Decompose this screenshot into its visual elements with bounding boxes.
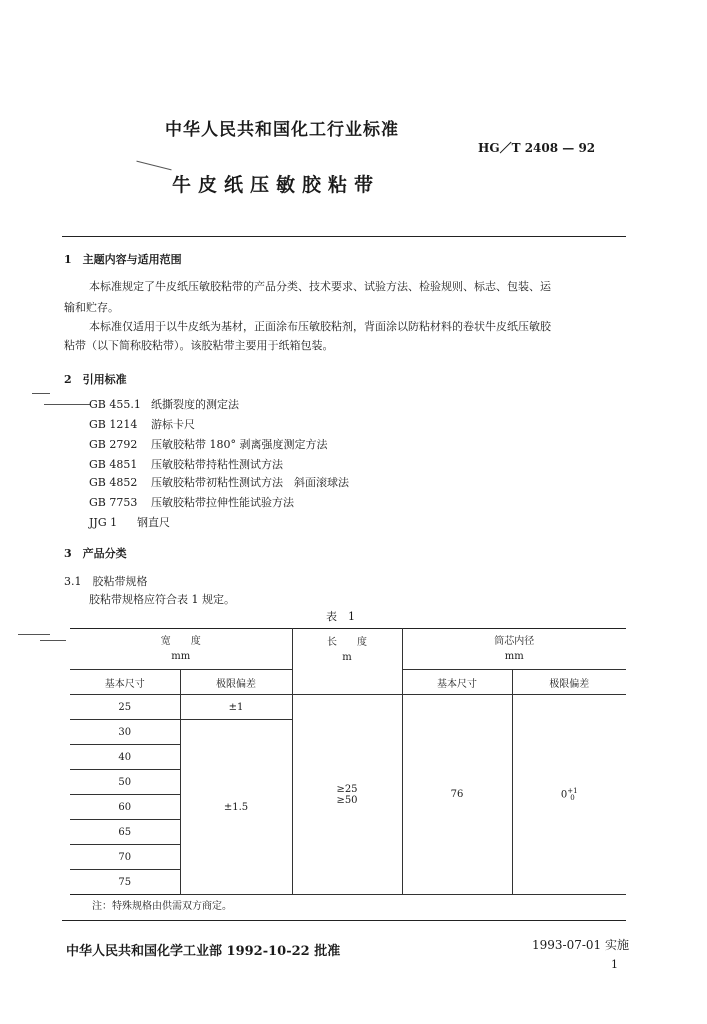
section-1-paragraph-2-line-1: 本标准仅适用于以牛皮纸为基材，正面涂布压敏胶粘剂，背面涂以防粘材料的卷状牛皮纸压敏胶 [89, 320, 551, 333]
length-header-label: 长 度 [327, 637, 367, 648]
approval-statement: 中华人民共和国化学工业部 1992-10-22 批准 [66, 944, 341, 959]
section-1-paragraph-1-line-2: 输和贮存。 [64, 301, 119, 314]
reference-title: 游标卡尺 [151, 418, 195, 431]
length-header-unit: m [342, 652, 352, 663]
section-3-heading: 3 产品分类 [64, 547, 127, 560]
reference-title: 压敏胶粘带持粘性测试方法 [151, 458, 283, 471]
reference-title: 压敏胶粘带 180° 剥离强度测定方法 [151, 438, 328, 451]
core-basic-cell: 76 [402, 695, 512, 895]
reference-code: GB 4852 [89, 476, 138, 489]
column-header-width [70, 629, 292, 670]
column-header-length [292, 629, 402, 695]
width-value-cell: 60 [70, 795, 180, 820]
scan-mark [18, 634, 50, 635]
scan-mark [32, 393, 50, 394]
scan-mark [44, 404, 90, 405]
table-caption: 表 1 [326, 610, 355, 623]
reference-code: GB 4851 [89, 458, 138, 471]
standard-code: HG／T 2408 — 92 [478, 141, 596, 155]
width-value-cell: 65 [70, 820, 180, 845]
standard-header-title: 中华人民共和国化工行业标准 [165, 120, 399, 140]
page-number: 1 [611, 958, 618, 971]
width-header-unit: mm [171, 651, 191, 662]
subheader-core-basic: 基本尺寸 [402, 670, 512, 695]
width-value-cell: 75 [70, 870, 180, 895]
specification-table [70, 628, 626, 895]
core-tolerance-upper: +1 [567, 786, 578, 795]
reference-item [89, 396, 239, 412]
reference-item [89, 494, 294, 510]
section-3-1-text: 胶粘带规格应符合表 1 规定。 [89, 593, 235, 606]
reference-code: GB 455.1 [89, 398, 141, 411]
reference-item [89, 436, 328, 452]
reference-code: GB 1214 [89, 418, 138, 431]
length-value-line-1: ≥25 [336, 783, 358, 795]
column-header-core [402, 629, 626, 670]
width-value-cell: 30 [70, 720, 180, 745]
length-value-cell [292, 695, 402, 895]
core-header-unit: mm [504, 651, 524, 662]
section-3-1-heading: 3.1 胶粘带规格 [64, 575, 148, 588]
core-tolerance-base: 0 [560, 789, 568, 800]
section-1-heading: 1 主题内容与适用范围 [64, 253, 182, 266]
subheader-width-tolerance: 极限偏差 [180, 670, 292, 695]
footer-divider [62, 920, 626, 921]
core-tolerance-limits [567, 788, 577, 802]
effective-date: 1993-07-01 实施 [532, 938, 630, 952]
width-value-cell: 25 [70, 695, 180, 720]
reference-title: 钢直尺 [137, 516, 170, 529]
width-header-label: 宽 度 [160, 636, 201, 647]
section-1-paragraph-1-line-1: 本标准规定了牛皮纸压敏胶粘带的产品分类、技术要求、试验方法、检验规则、标志、包装、运 [89, 280, 551, 293]
core-tolerance-cell [512, 695, 626, 895]
reference-title: 压敏胶粘带初粘性测试方法 斜面滚球法 [151, 476, 349, 489]
reference-item [89, 474, 349, 490]
width-value-cell: 40 [70, 745, 180, 770]
reference-code: GB 7753 [89, 496, 138, 509]
width-tolerance-cell: ±1.5 [180, 720, 292, 895]
subheader-core-tolerance: 极限偏差 [512, 670, 626, 695]
table-note: 注：特殊规格由供需双方商定。 [92, 901, 232, 912]
width-tolerance-cell: ±1 [180, 695, 292, 720]
reference-title: 压敏胶粘带拉伸性能试验方法 [151, 496, 294, 509]
title-divider [62, 236, 626, 237]
reference-item [89, 416, 195, 432]
reference-item [89, 456, 283, 472]
document-title: 牛皮纸压敏胶粘带 [172, 174, 381, 196]
section-1-paragraph-2-line-2: 粘带（以下简称胶粘带）。该胶粘带主要用于纸箱包装。 [64, 339, 334, 352]
reference-item [89, 514, 170, 530]
core-tolerance-lower: 0 [570, 793, 575, 802]
scan-mark [136, 161, 171, 171]
width-value-cell: 70 [70, 845, 180, 870]
scan-mark [40, 640, 66, 641]
reference-code: GB 2792 [89, 438, 138, 451]
subheader-width-basic: 基本尺寸 [70, 670, 180, 695]
section-2-heading: 2 引用标准 [64, 373, 127, 386]
reference-code: JJG 1 [89, 516, 118, 529]
core-header-label: 筒芯内径 [494, 636, 535, 647]
reference-title: 纸撕裂度的测定法 [151, 398, 239, 411]
length-value-line-2: ≥50 [336, 794, 358, 806]
width-value-cell: 50 [70, 770, 180, 795]
